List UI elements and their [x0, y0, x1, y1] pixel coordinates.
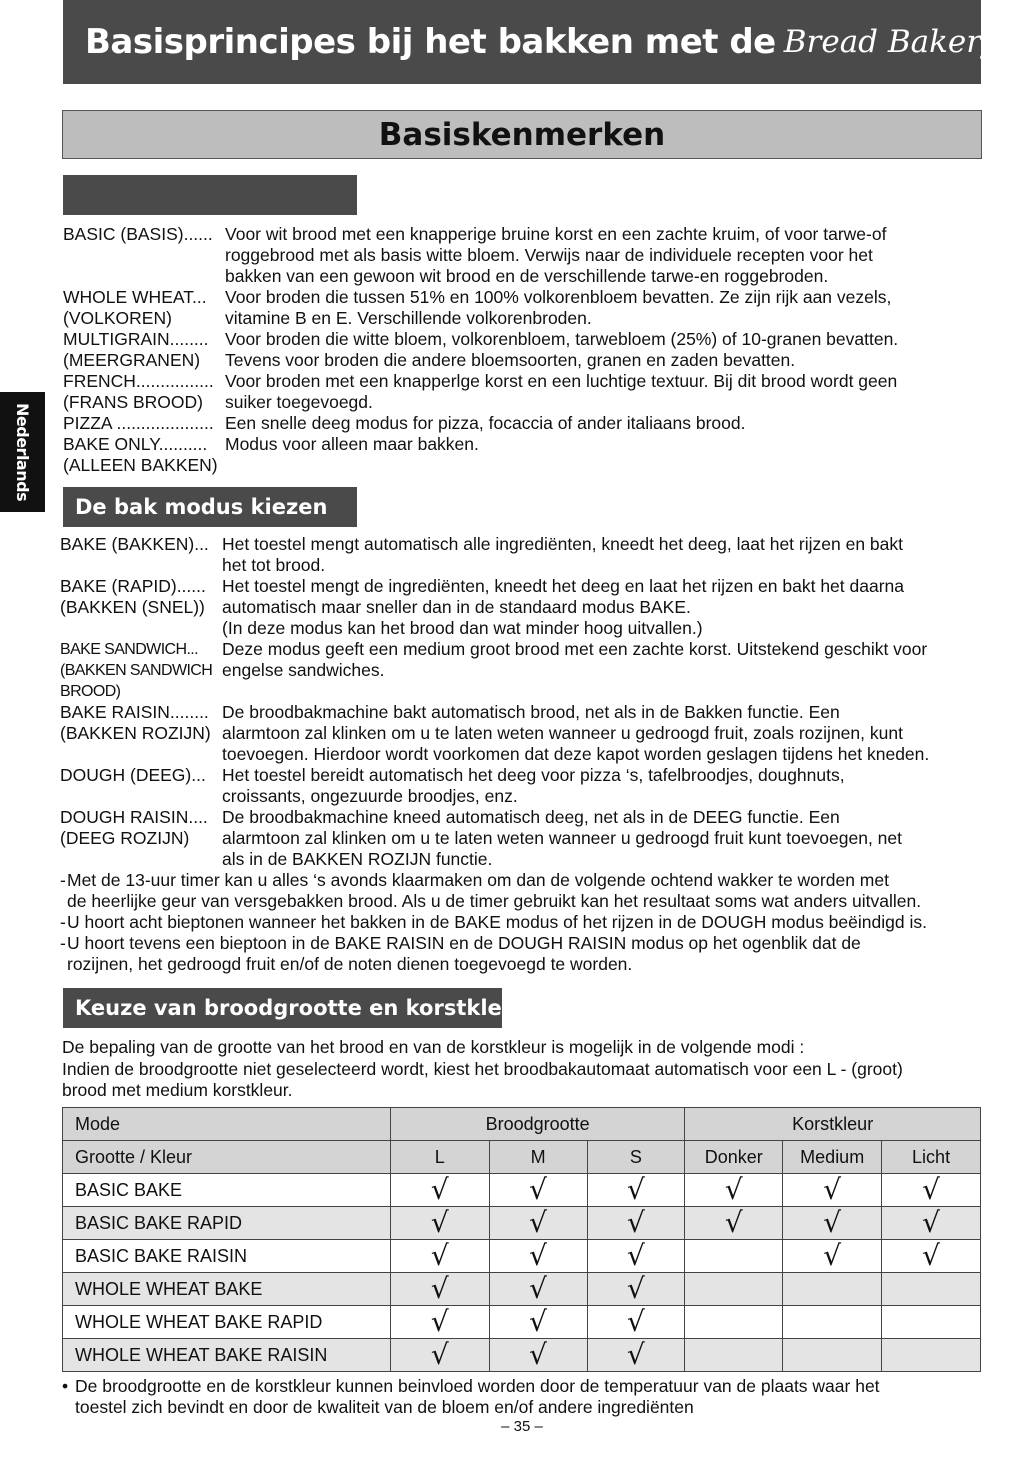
list-item — [63, 392, 983, 413]
checkmark-icon: √ — [430, 1338, 449, 1371]
check-cell — [685, 1306, 783, 1339]
list-item-description: Het toestel bereidt automatisch het deeg voor pizza ‘s, tafelbroodjes, doughnuts, — [222, 765, 845, 785]
size-group-header: Broodgrootte — [390, 1108, 684, 1141]
check-cell — [685, 1240, 783, 1273]
list-item-term — [60, 786, 222, 807]
table-group-header-row — [63, 1108, 981, 1141]
column-header-donker: Donker — [685, 1141, 783, 1174]
note-text: de heerlijke geur van versgebakken brood. Als u de timer gebruikt kan het resultaat soms wat anders uitvallen. — [67, 891, 922, 911]
list-item-description — [222, 681, 1010, 702]
check-cell — [783, 1240, 882, 1273]
list-item-description: Voor broden die witte bloem, volkorenbloem, tarwebloem (25%) of 10-granen bevatten. — [225, 329, 899, 349]
check-cell — [882, 1339, 981, 1372]
check-cell — [882, 1174, 981, 1207]
note-line — [60, 870, 927, 891]
dash-bullet: - — [60, 912, 66, 932]
checkmark-icon: √ — [823, 1239, 842, 1272]
check-cell — [489, 1306, 587, 1339]
intro-line: brood met medium korstkleur. — [62, 1080, 293, 1100]
list-item-term: (BAKKEN SANDWICH — [60, 662, 213, 679]
list-item-term — [63, 266, 225, 287]
bread-types-heading — [63, 175, 357, 215]
checkmark-icon: √ — [430, 1239, 449, 1272]
checkmark-icon: √ — [627, 1239, 645, 1272]
intro-line: Indien de broodgrootte niet geselecteerd wordt, kiest het broodbakautomaat automatisch voor een L - (groot) — [62, 1058, 903, 1079]
checkmark-icon: √ — [529, 1272, 548, 1305]
list-item — [63, 455, 983, 476]
list-item — [60, 765, 1010, 786]
list-item-description — [225, 455, 983, 476]
list-item-description: Modus voor alleen maar bakken. — [225, 434, 479, 454]
table-row — [63, 1306, 981, 1339]
list-item — [60, 555, 1010, 576]
dash-bullet: - — [60, 933, 66, 953]
column-header-licht: Licht — [882, 1141, 981, 1174]
mode-name-cell: BASIC BAKE RAISIN — [63, 1240, 391, 1273]
list-item-description: Voor broden die tussen 51% en 100% volkorenbloem bevatten. Ze zijn rijk aan vezels, — [225, 287, 892, 307]
checkmark-icon: √ — [430, 1206, 449, 1239]
size-crust-intro — [62, 1037, 903, 1102]
list-item — [60, 660, 1010, 681]
list-item — [63, 413, 983, 434]
language-side-tab — [0, 392, 45, 512]
note-text: rozijnen, het gedroogd fruit en/of de noten dienen toegevoegd te worden. — [67, 954, 633, 974]
section-title-box — [62, 110, 982, 159]
list-item-description: alarmtoon zal klinken om u te laten weten wanneer u gedroogd fruit, zoals rozijnen, kunt — [222, 723, 903, 743]
list-item-term: (VOLKOREN) — [63, 308, 172, 328]
list-item — [63, 287, 983, 308]
list-item-term — [60, 744, 222, 765]
mode-name-cell: BASIC BAKE — [63, 1174, 391, 1207]
mode-name-cell: WHOLE WHEAT BAKE — [63, 1273, 391, 1306]
check-cell — [489, 1273, 587, 1306]
list-item-description: toevoegen. Hierdoor wordt voorkomen dat deze kapot worden geslagen tijdens het kneden. — [222, 744, 930, 764]
intro-line: De bepaling van de grootte van het brood en van de korstkleur is mogelijk in de volgende modi : — [62, 1037, 805, 1057]
list-item-term — [60, 618, 222, 639]
check-cell — [783, 1207, 882, 1240]
list-item — [63, 350, 983, 371]
checkmark-icon: √ — [922, 1173, 940, 1206]
check-cell — [685, 1207, 783, 1240]
size-crust-heading — [63, 988, 528, 1028]
list-item — [60, 723, 1010, 744]
check-cell — [783, 1306, 882, 1339]
list-item-term: BAKE ONLY.......... — [63, 434, 208, 454]
list-item — [63, 371, 983, 392]
check-cell — [390, 1273, 489, 1306]
check-cell — [390, 1174, 489, 1207]
check-cell — [685, 1339, 783, 1372]
bread-types-list — [63, 224, 983, 476]
note-line — [60, 954, 927, 975]
dash-bullet — [60, 891, 67, 912]
list-item-description: Deze modus geeft een medium groot brood met een zachte korst. Uitstekend geschikt voor — [222, 639, 928, 659]
mode-name-cell: BASIC BAKE RAPID — [63, 1207, 391, 1240]
list-item-description: Voor broden met een knapperlge korst en een luchtige textuur. Bij dit brood wordt geen — [225, 371, 898, 391]
checkmark-icon: √ — [627, 1206, 645, 1239]
check-cell — [390, 1207, 489, 1240]
check-cell — [587, 1339, 685, 1372]
page-number: – 35 – — [501, 1418, 543, 1435]
check-cell — [390, 1240, 489, 1273]
bake-mode-heading-text: De bak modus kiezen — [75, 495, 328, 519]
check-cell — [587, 1207, 685, 1240]
list-item — [60, 534, 1010, 555]
list-item-description: Het toestel mengt de ingrediënten, kneedt het deeg en laat het rijzen en bakt het daarna — [222, 576, 905, 596]
dash-bullet — [60, 954, 67, 975]
list-item-description: (In deze modus kan het brood dan wat minder hoog uitvallen.) — [222, 618, 703, 638]
check-cell — [489, 1174, 587, 1207]
mode-name-cell: WHOLE WHEAT BAKE RAPID — [63, 1306, 391, 1339]
list-item-term — [63, 245, 225, 266]
list-item-description: Het toestel mengt automatisch alle ingrediënten, kneedt het deeg, laat het rijzen en bakt — [222, 534, 903, 554]
list-item — [63, 434, 983, 455]
list-item-term: BAKE RAISIN........ — [60, 702, 209, 722]
checkmark-icon: √ — [627, 1272, 645, 1305]
note-text: U hoort tevens een bieptoon in de BAKE RAISIN en de DOUGH RAISIN modus op het ogenblik dat de — [67, 933, 861, 953]
list-item — [63, 245, 983, 266]
list-item — [60, 681, 1010, 702]
table-row — [63, 1273, 981, 1306]
column-header-m: M — [489, 1141, 587, 1174]
check-cell — [489, 1207, 587, 1240]
size-crust-heading-text: Keuze van broodgrootte en korstkleur — [75, 996, 528, 1020]
checkmark-icon: √ — [430, 1272, 449, 1305]
checkmark-icon: √ — [724, 1173, 743, 1206]
brand-logo: Bread Bakery — [783, 24, 999, 60]
list-item-term: FRENCH................ — [63, 371, 214, 391]
size-crust-table — [62, 1107, 981, 1372]
checkmark-icon: √ — [627, 1305, 645, 1338]
note-line — [60, 912, 927, 933]
list-item-term: (FRANS BROOD) — [63, 392, 203, 412]
list-item — [60, 618, 1010, 639]
checkmark-icon: √ — [724, 1206, 743, 1239]
check-cell — [882, 1207, 981, 1240]
list-item-description: alarmtoon zal klinken om u te laten weten wanneer u gedroogd fruit kunt toevoegen, net — [222, 828, 903, 848]
footnote-line: toestel zich bevindt en door de kwaliteit van de bloem en/of andere ingrediënten — [75, 1397, 694, 1417]
footnote-line: De broodgrootte en de korstkleur kunnen beinvloed worden door de temperatuur van de plaats waar het — [75, 1376, 880, 1396]
list-item-term — [60, 555, 222, 576]
check-cell — [783, 1339, 882, 1372]
trademark-symbol: ® — [1000, 32, 1014, 51]
list-item — [60, 576, 1010, 597]
list-item-term: BAKE SANDWICH... — [60, 641, 198, 658]
check-cell — [783, 1174, 882, 1207]
size-color-label: Grootte / Kleur — [63, 1141, 391, 1174]
list-item — [60, 639, 1010, 660]
list-item-description: als in de BAKKEN ROZIJN functie. — [222, 849, 493, 869]
check-cell — [587, 1273, 685, 1306]
list-item-term: (BAKKEN ROZIJN) — [60, 723, 211, 743]
table-row — [63, 1207, 981, 1240]
checkmark-icon: √ — [529, 1338, 548, 1371]
section-title: Basiskenmerken — [378, 116, 666, 153]
mode-header: Mode — [63, 1108, 391, 1141]
page-title: Basisprincipes bij het bakken met de — [85, 22, 776, 62]
list-item — [63, 308, 983, 329]
check-cell — [882, 1240, 981, 1273]
list-item-description: het tot brood. — [222, 555, 326, 575]
checkmark-icon: √ — [627, 1338, 645, 1371]
checkmark-icon: √ — [627, 1173, 645, 1206]
checkmark-icon: √ — [922, 1206, 940, 1239]
column-header-l: L — [390, 1141, 489, 1174]
column-header-medium: Medium — [783, 1141, 882, 1174]
list-item-description: automatisch maar sneller dan in de standaard modus BAKE. — [222, 597, 691, 617]
list-item — [60, 786, 1010, 807]
bake-mode-heading — [63, 487, 357, 527]
list-item-description: Een snelle deeg modus for pizza, focaccia of ander italiaans brood. — [225, 413, 746, 433]
checkmark-icon: √ — [529, 1239, 548, 1272]
check-cell — [587, 1174, 685, 1207]
list-item-description: Voor wit brood met een knapperige bruine korst en een zachte kruim, of voor tarwe-of — [225, 224, 887, 244]
list-item-description: Tevens voor broden die andere bloemsoorten, granen en zaden bevatten. — [225, 350, 796, 370]
check-cell — [390, 1339, 489, 1372]
list-item — [63, 266, 983, 287]
mode-name-cell: WHOLE WHEAT BAKE RAISIN — [63, 1339, 391, 1372]
bullet-icon: • — [62, 1376, 69, 1396]
list-item-term: (ALLEEN BAKKEN) — [63, 455, 218, 475]
list-item — [60, 744, 1010, 765]
list-item-term — [60, 849, 222, 870]
checkmark-icon: √ — [430, 1305, 449, 1338]
check-cell — [685, 1273, 783, 1306]
checkmark-icon: √ — [529, 1206, 548, 1239]
list-item — [60, 828, 1010, 849]
check-cell — [587, 1306, 685, 1339]
list-item-term: BASIC (BASIS)...... — [63, 224, 213, 244]
list-item-term: DOUGH (DEEG)... — [60, 765, 206, 785]
language-label: Nederlands — [13, 402, 32, 502]
check-cell — [882, 1273, 981, 1306]
list-item-description: bakken van een gewoon wit brood en de verschillende tarwe-en roggebroden. — [225, 266, 829, 286]
table-row — [63, 1174, 981, 1207]
note-line — [60, 891, 927, 912]
note-text: U hoort acht bieptonen wanneer het bakken in de BAKE modus of het rijzen in de DOUGH modus beëindigd is. — [67, 912, 927, 932]
checkmark-icon: √ — [823, 1206, 842, 1239]
list-item-description: suiker toegevoegd. — [225, 392, 373, 412]
checkmark-icon: √ — [529, 1305, 548, 1338]
list-item-term: MULTIGRAIN........ — [63, 329, 209, 349]
list-item — [60, 597, 1010, 618]
page-header — [63, 0, 1014, 84]
list-item — [60, 702, 1010, 723]
dash-bullet: - — [60, 870, 66, 890]
check-cell — [882, 1306, 981, 1339]
list-item-description: roggebrood met als basis witte bloem. Verwijs naar de individuele recepten voor het — [225, 245, 873, 265]
check-cell — [390, 1306, 489, 1339]
list-item-term: WHOLE WHEAT... — [63, 287, 207, 307]
check-cell — [587, 1240, 685, 1273]
list-item-term: (DEEG ROZIJN) — [60, 828, 190, 848]
checkmark-icon: √ — [529, 1173, 548, 1206]
check-cell — [685, 1174, 783, 1207]
list-item — [60, 807, 1010, 828]
column-header-s: S — [587, 1141, 685, 1174]
table-row — [63, 1240, 981, 1273]
note-text: Met de 13-uur timer kan u alles ‘s avonds klaarmaken om dan de volgende ochtend wakker te worden met — [67, 870, 889, 890]
check-cell — [489, 1240, 587, 1273]
list-item-term: (BAKKEN (SNEL)) — [60, 597, 205, 617]
list-item-term: (MEERGRANEN) — [63, 350, 201, 370]
note-line — [60, 933, 927, 954]
list-item-term: BAKE (RAPID)...... — [60, 576, 206, 596]
list-item — [63, 224, 983, 245]
list-item-term: PIZZA .................... — [63, 413, 214, 433]
list-item — [60, 849, 1010, 870]
checkmark-icon: √ — [430, 1173, 449, 1206]
list-item-description: De broodbakmachine kneed automatisch deeg, net als in de DEEG functie. Een — [222, 807, 840, 827]
list-item-description: croissants, ongezuurde broodjes, enz. — [222, 786, 518, 806]
list-item-description: vitamine B en E. Verschillende volkorenbroden. — [225, 308, 592, 328]
checkmark-icon: √ — [922, 1239, 940, 1272]
footnote — [62, 1376, 880, 1418]
check-cell — [783, 1273, 882, 1306]
table-column-header-row — [63, 1141, 981, 1174]
list-item — [63, 329, 983, 350]
list-item-description: De broodbakmachine bakt automatisch brood, net als in de Bakken functie. Een — [222, 702, 840, 722]
list-item-term: BAKE (BAKKEN)... — [60, 534, 209, 554]
list-item-term: BROOD) — [60, 683, 121, 700]
bake-mode-list — [60, 534, 1010, 870]
table-row — [63, 1339, 981, 1372]
bake-mode-notes — [60, 870, 927, 975]
check-cell — [489, 1339, 587, 1372]
list-item-term: DOUGH RAISIN.... — [60, 807, 208, 827]
list-item-description: engelse sandwiches. — [222, 660, 385, 680]
checkmark-icon: √ — [823, 1173, 842, 1206]
crust-group-header: Korstkleur — [685, 1108, 981, 1141]
